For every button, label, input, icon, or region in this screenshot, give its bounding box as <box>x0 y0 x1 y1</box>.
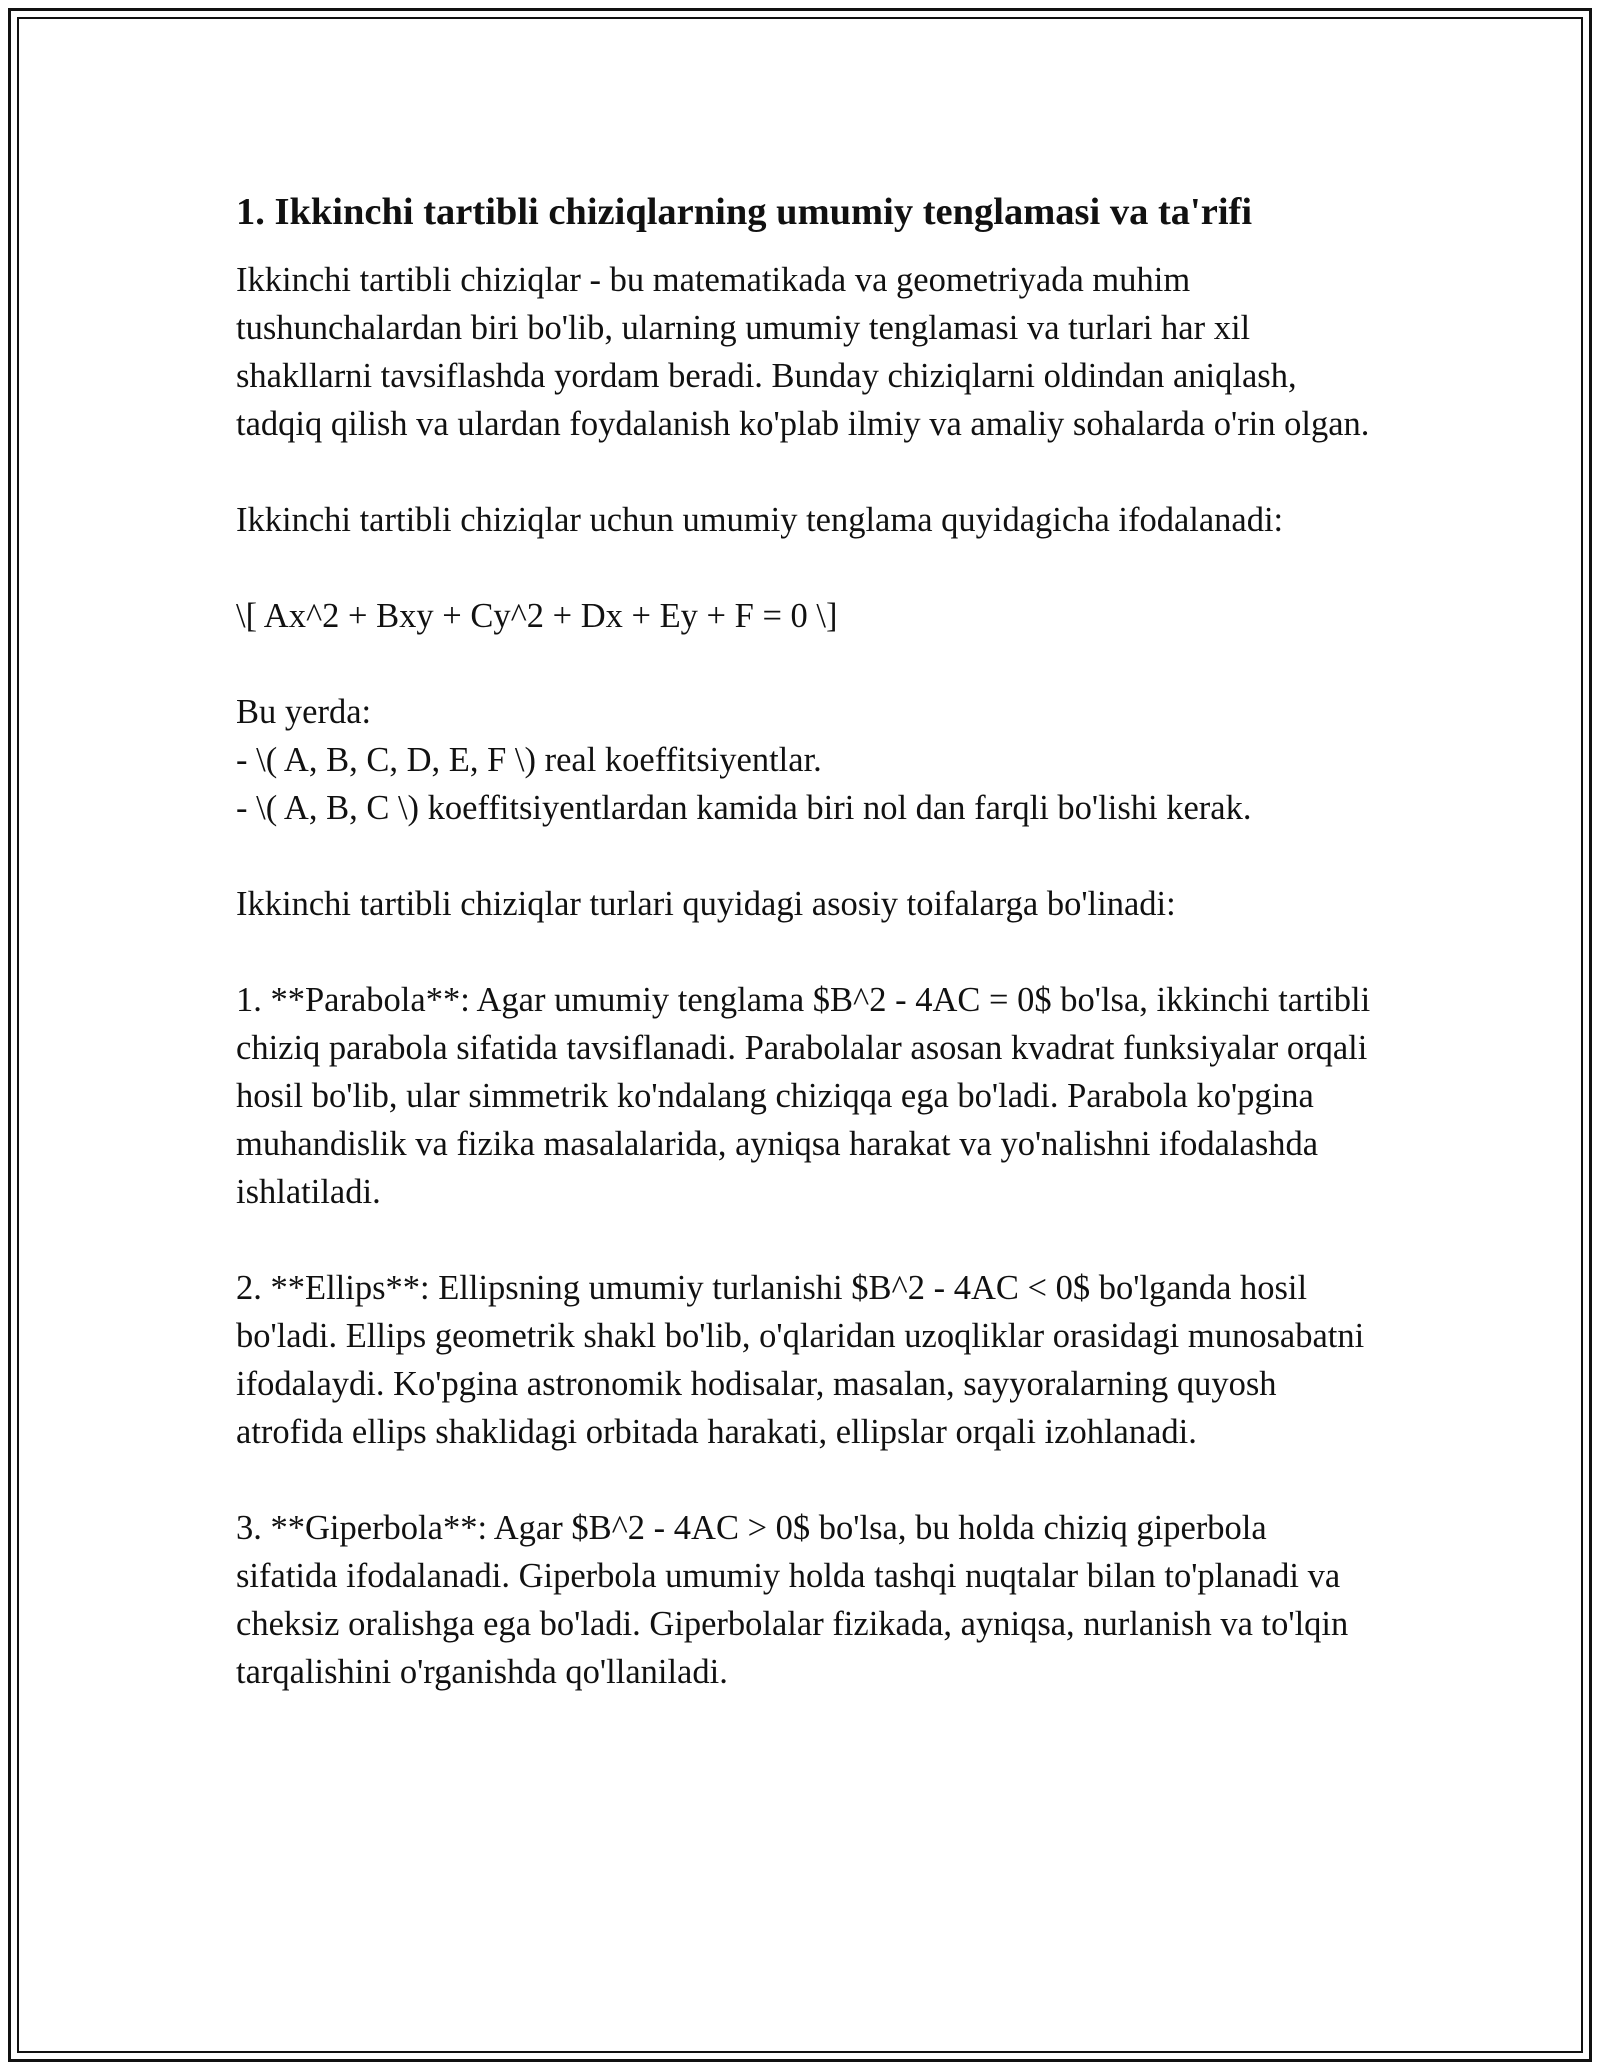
types-intro-paragraph: Ikkinchi tartibli chiziqlar turlari quyidagi asosiy toifalarga bo'linadi: <box>236 885 1176 923</box>
where-list: Bu yerda: - \( A, B, C, D, E, F \) real koeffitsiyentlar. - \( A, B, C \) koeffitsiyentlardan kamida biri nol dan farqli bo'lishi kerak. <box>236 693 1252 827</box>
general-equation: \[ Ax^2 + Bxy + Cy^2 + Dx + Ey + F = 0 \] <box>236 597 838 635</box>
spacer <box>236 832 1376 880</box>
spacer <box>236 448 1376 496</box>
document-content <box>236 186 1376 1696</box>
spacer <box>236 640 1376 688</box>
intro-paragraph: Ikkinchi tartibli chiziqlar - bu matematikada va geometriyada muhim tushunchalardan biri bo'lib, ularning umumiy tenglamasi va turlari har xil shakllarni tavsiflashda yordam beradi. Bunday chiziqlarni oldindan aniqlash, tadqiq qilish va ulardan foydalanish ko'plab ilmiy va amaliy sohalarda o'rin olgan. <box>236 261 1370 443</box>
spacer <box>236 1216 1376 1264</box>
equation-intro-paragraph: Ikkinchi tartibli chiziqlar uchun umumiy tenglama quyidagicha ifodalanadi: <box>236 501 1284 539</box>
spacer <box>236 1456 1376 1504</box>
section-heading: 1. Ikkinchi tartibli chiziqlarning umumiy tenglamasi va ta'rifi <box>236 191 1253 233</box>
ellipse-paragraph: 2. **Ellips**: Ellipsning umumiy turlanishi $B^2 - 4AC < 0$ bo'lganda hosil bo'ladi. Ellips geometrik shakl bo'lib, o'qlaridan uzoqliklar orasidagi munosabatni ifodalaydi. Ko'pgina astronomik hodisalar, masalan, sayyoralarning quyosh atrofida ellips shaklidagi orbitada harakati, ellipslar orqali izohlanadi. <box>236 1269 1365 1451</box>
parabola-paragraph: 1. **Parabola**: Agar umumiy tenglama $B^2 - 4AC = 0$ bo'lsa, ikkinchi tartibli chiziq parabola sifatida tavsiflanadi. Parabolalar asosan kvadrat funksiyalar orqali hosil bo'lib, ular simmetrik ko'ndalang chiziqqa ega bo'ladi. Parabola ko'pgina muhandislik va fizika masalalarida, ayniqsa harakat va yo'nalishni ifodalashda ishlatiladi. <box>236 981 1371 1211</box>
spacer <box>236 544 1376 592</box>
hyperbola-paragraph: 3. **Giperbola**: Agar $B^2 - 4AC > 0$ bo'lsa, bu holda chiziq giperbola sifatida ifodalanadi. Giperbola umumiy holda tashqi nuqtalar bilan to'planadi va cheksiz oralishga ega bo'ladi. Giperbolalar fizikada, ayniqsa, nurlanish va to'lqin tarqalishini o'rganishda qo'llaniladi. <box>236 1509 1349 1691</box>
spacer <box>236 928 1376 976</box>
